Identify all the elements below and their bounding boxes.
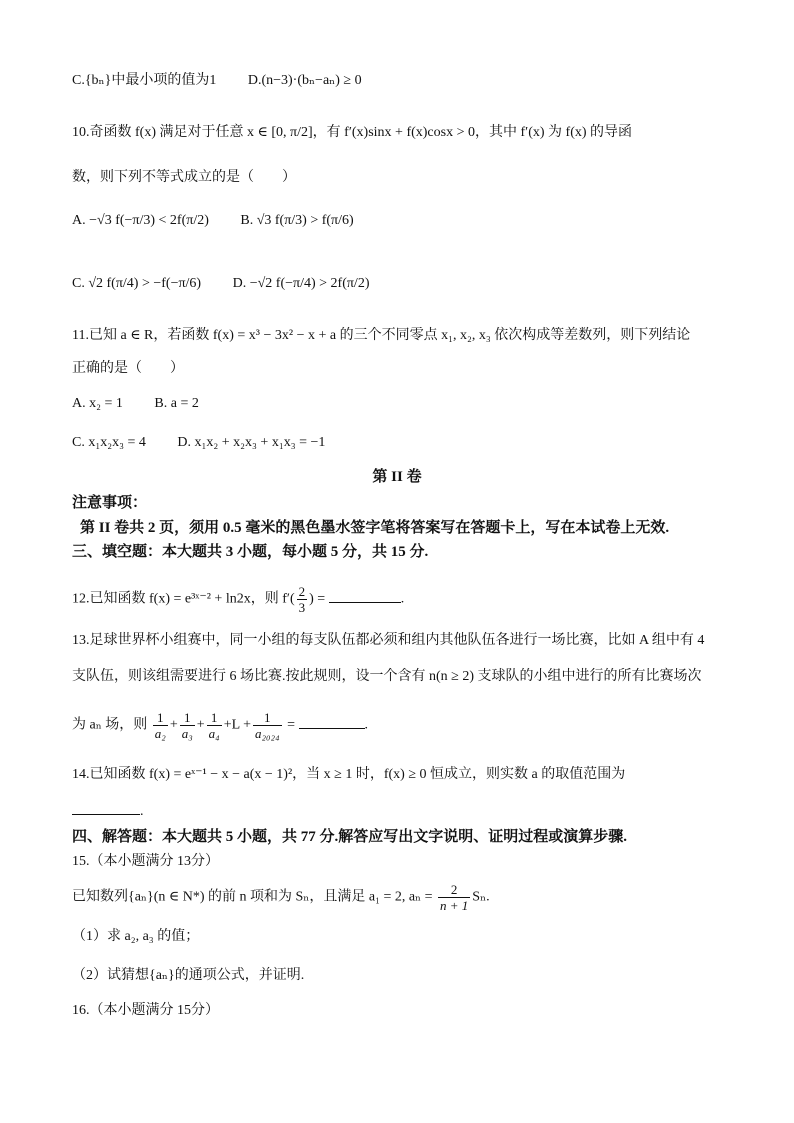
q11-stem-line2: 正确的是（ ） [72, 361, 184, 376]
q13-frac-1-num: 1 [153, 710, 168, 726]
section4-heading: 四、解答题：本大题共 5 小题，共 77 分.解答应写出文字说明、证明过程或演算步骤. [72, 829, 628, 845]
q15-frac-den: n + 1 [440, 898, 469, 913]
q13-equals: = [287, 717, 295, 733]
q15-stem-pre: 已知数列{aₙ}(n ∈ N*) 的前 n 项和为 Sₙ，且满足 a₁ = 2, aₙ = [72, 889, 433, 905]
q10-options-cd [72, 275, 369, 293]
q15-frac-num: 2 [438, 882, 470, 898]
q16-heading: 16.（本小题满分 15分） [72, 1003, 219, 1018]
notice-heading: 注意事项： [72, 495, 148, 511]
part2-title: 第 II 卷 [372, 469, 422, 485]
q11-option-b: B. a = 2 [154, 396, 199, 411]
q15-fraction [438, 882, 470, 913]
q13-frac-2-num: 1 [180, 710, 195, 726]
q13-frac-3-den: a₄ [208, 726, 220, 741]
q11-option-c: C. x₁x₂x₃ = 4 [72, 435, 146, 450]
q10-stem-b: ，有 f′(x)sinx + f(x)cosx > 0，其中 f′(x) 为 f(x) 的导函 [312, 125, 633, 140]
q13-frac-3-num: 1 [207, 710, 222, 726]
q14-line2: . [72, 800, 144, 821]
q12-arg-num: 2 [298, 584, 306, 599]
q13-line2: 支队伍，则该组需要进行 6 场比赛.按此规则，设一个含有 n(n ≥ 2) 支球队的小组中进行的所有比赛场次 [72, 669, 702, 684]
section3-heading: 三、填空题：本大题共 3 小题，每小题 5 分，共 15 分. [72, 544, 429, 560]
q10-interval: [0, π/2] [271, 125, 313, 140]
q10-options-ab [72, 212, 354, 230]
q13-frac-4-num: 1 [253, 710, 282, 726]
q15-stem-post: Sₙ. [472, 889, 490, 905]
q15-heading: 15.（本小题满分 13分） [72, 854, 219, 869]
q10-option-c: C. √2 f(π/4) > −f(−π/6) [72, 276, 202, 291]
q12-arg-fraction [297, 584, 308, 615]
q12-stem: 12.已知函数 f(x) = e³ˣ⁻² + ln2x，则 f′ [72, 591, 290, 607]
q15-stem [72, 882, 490, 913]
q13-line3: 为 aₙ 场，则 $\frac{1}{\text{a₂}}$ + $\frac{1}{\text{a₃}}$ + $\frac{1}{\text{a₄}}$ +L + $\frac{1}{\text{a₂₀₂₄}}$ = . [72, 710, 368, 741]
q10-stem-line1 [72, 124, 632, 142]
q12-line: 12.已知函数 f(x) = e³ˣ⁻² + ln2x，则 f′( $\frac{2}{3}$ ) = . [72, 584, 405, 615]
q13-frac-1-den: a₂ [154, 726, 166, 741]
q11-options-cd [72, 434, 325, 452]
q10-stem-line2: 数，则下列不等式成立的是（ ） [72, 170, 296, 185]
q13-frac-3 [207, 710, 222, 741]
q9-option-c: C.{bₙ}中最小项的值为1 [72, 73, 217, 88]
q13-frac-4-den: a₂₀₂₄ [255, 726, 280, 741]
q13-ellipsis: +L + [223, 717, 252, 733]
q12-equals: = [317, 591, 326, 607]
q9-option-d: D.(n−3)·(bₙ−aₙ) ≥ 0 [247, 73, 362, 88]
q10-option-d: D. −√2 f(−π/4) > 2f(π/2) [232, 276, 370, 291]
q15-part2: （2）试猜想{aₙ}的通项公式，并证明. [72, 968, 305, 983]
q11-option-a: A. x₂ = 1 [72, 396, 123, 411]
q10-stem-a: 10.奇函数 f(x) 满足对于任意 x ∈ [72, 125, 268, 140]
q14-line1: 14.已知函数 f(x) = eˣ⁻¹ − x − a(x − 1)²，当 x ≥ 1 时，f(x) ≥ 0 恒成立，则实数 a 的取值范围为 [72, 767, 626, 782]
q15-part1: （1）求 a₂, a₃ 的值； [72, 929, 200, 944]
q11-stem-line1: 11.已知 a ∈ R，若函数 f(x) = x³ − 3x² − x + a 的三个不同零点 x₁, x₂, x₃ 依次构成等差数列，则下列结论 [72, 328, 691, 343]
q13-answer-blank[interactable] [299, 714, 365, 729]
q11-option-d: D. x₁x₂ + x₂x₃ + x₁x₃ = −1 [177, 435, 326, 450]
q14-answer-blank[interactable] [72, 800, 140, 815]
q13-line3-pre: 为 aₙ 场，则 [72, 717, 148, 733]
q13-line1: 13.足球世界杯小组赛中，同一小组的每支队伍都必须和组内其他队伍各进行一场比赛，比如 A 组中有 4 [72, 633, 705, 648]
q9-options-cd [72, 72, 362, 90]
q10-option-b: B. √3 f(π/3) > f(π/6) [240, 213, 354, 228]
q13-frac-2 [180, 710, 195, 741]
q13-frac-4 [253, 710, 282, 741]
q13-frac-2-den: a₃ [181, 726, 193, 741]
q10-option-a: A. −√3 f(−π/3) < 2f(π/2) [72, 213, 209, 228]
q13-frac-1 [153, 710, 168, 741]
q11-options-ab [72, 395, 199, 413]
notice-body: 第 II 卷共 2 页，须用 0.5 毫米的黑色墨水签字笔将答案写在答题卡上，写在本试卷上无效. [80, 520, 670, 536]
q12-answer-blank[interactable] [329, 588, 401, 603]
q12-arg-den: 3 [298, 600, 306, 615]
